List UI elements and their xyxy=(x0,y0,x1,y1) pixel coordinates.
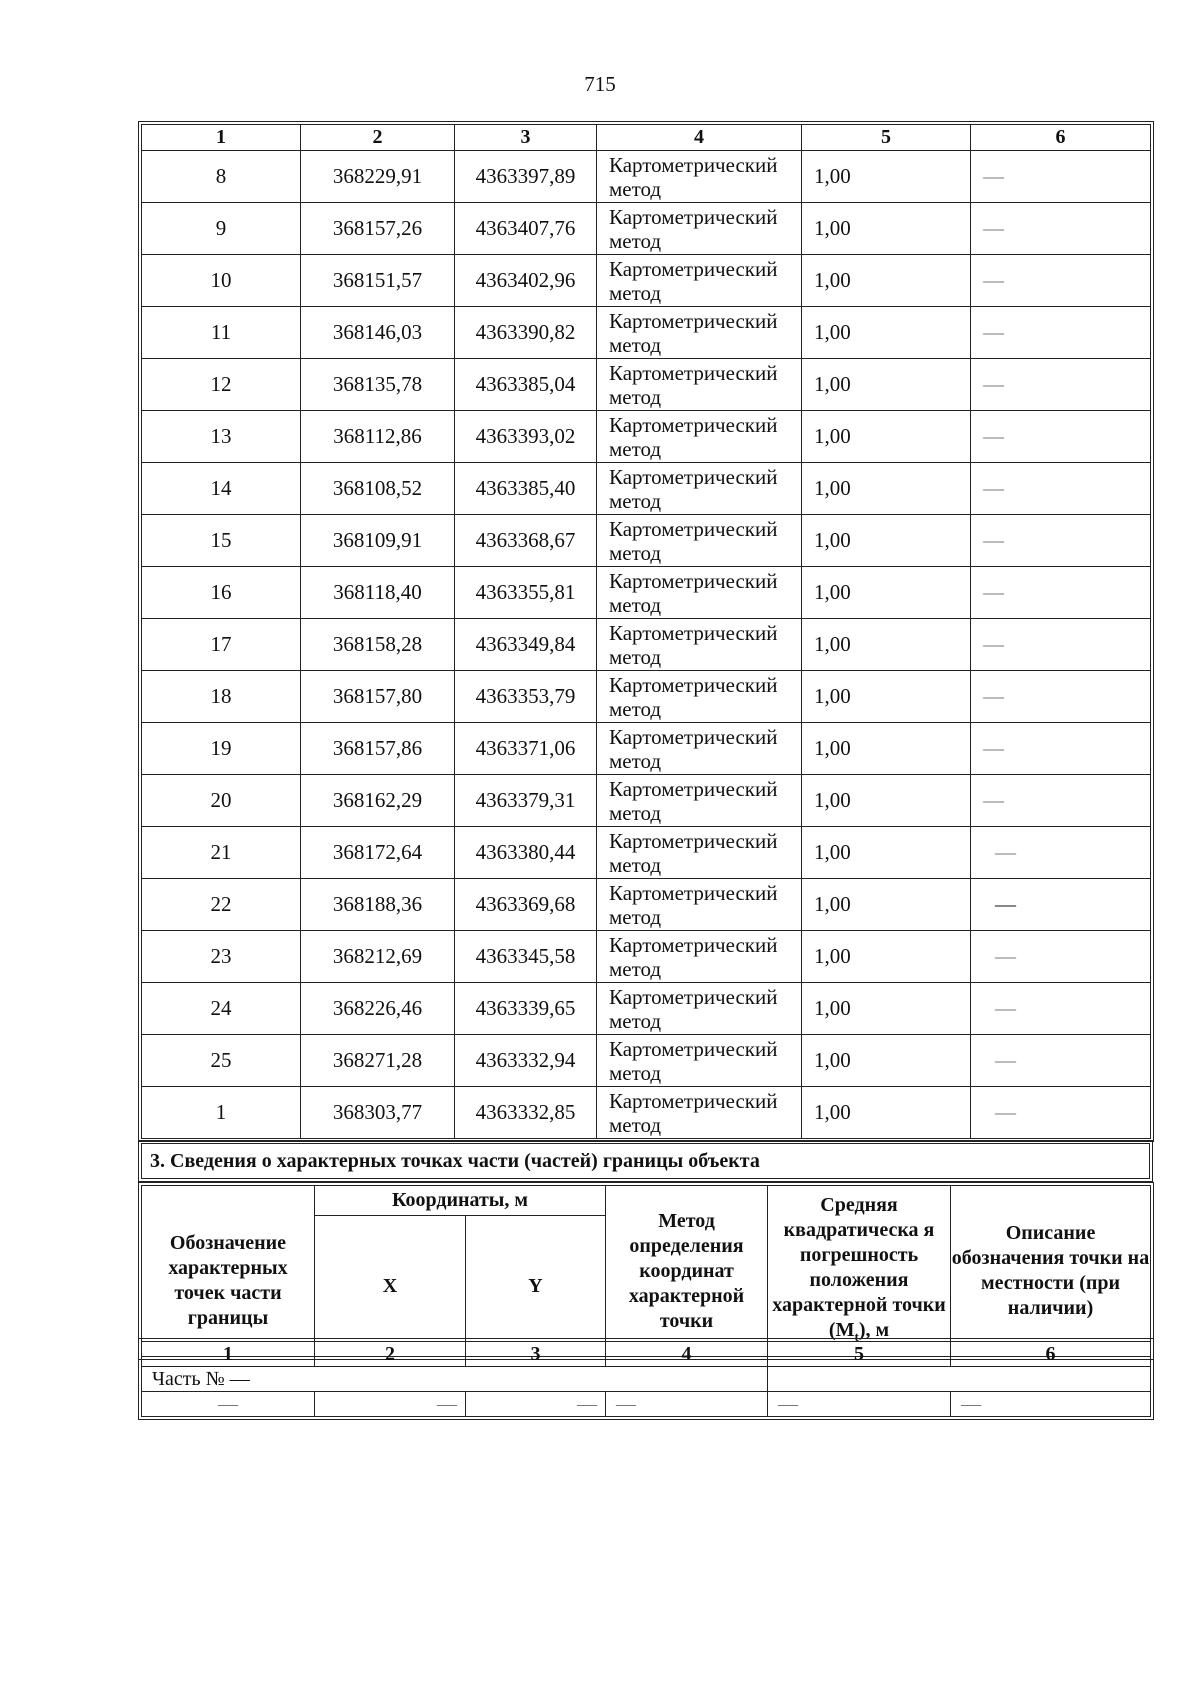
method-line2: метод xyxy=(609,801,662,825)
method-line1: Картометрический xyxy=(609,257,778,281)
page-number: 715 xyxy=(584,72,616,96)
empty-cell: — xyxy=(315,1392,466,1417)
col-designation: Обозначение характерных точек части границы xyxy=(142,1186,315,1357)
coord-y: 4363385,40 xyxy=(455,463,597,515)
coord-y: 4363397,89 xyxy=(455,151,597,203)
table-row xyxy=(142,931,1151,983)
dash-mark: — xyxy=(983,788,1004,812)
method xyxy=(597,775,802,827)
coord-y: 4363339,65 xyxy=(455,983,597,1035)
part-row xyxy=(142,1367,1151,1392)
col-y: Y xyxy=(466,1216,606,1357)
coord-x: 368135,78 xyxy=(301,359,455,411)
col-coordinates: Координаты, м xyxy=(315,1186,606,1216)
point-number: 11 xyxy=(142,307,301,359)
coord-y: 4363345,58 xyxy=(455,931,597,983)
accuracy: 1,00 xyxy=(802,567,971,619)
method-line1: Картометрический xyxy=(609,361,778,385)
section3-header-row xyxy=(142,1342,1151,1367)
method-line2: метод xyxy=(609,229,662,253)
method-line1: Картометрический xyxy=(609,517,778,541)
description xyxy=(971,827,1151,879)
coord-y: 4363332,85 xyxy=(455,1087,597,1139)
section3-title: 3. Сведения о характерных точках части (частей) границы объекта xyxy=(142,1144,1150,1179)
point-number: 16 xyxy=(142,567,301,619)
accuracy: 1,00 xyxy=(802,827,971,879)
table-row xyxy=(142,983,1151,1035)
method xyxy=(597,1035,802,1087)
col-accuracy-end: ), м xyxy=(858,1319,890,1341)
accuracy: 1,00 xyxy=(802,1035,971,1087)
point-number: 15 xyxy=(142,515,301,567)
method-line2: метод xyxy=(609,1113,662,1137)
coord-y: 4363407,76 xyxy=(455,203,597,255)
point-number: 10 xyxy=(142,255,301,307)
coord-y: 4363379,31 xyxy=(455,775,597,827)
accuracy: 1,00 xyxy=(802,879,971,931)
method xyxy=(597,931,802,983)
col-accuracy xyxy=(768,1186,951,1357)
table-header-row xyxy=(142,125,1151,151)
coord-x: 368172,64 xyxy=(301,827,455,879)
coord-y: 4363371,06 xyxy=(455,723,597,775)
dash-mark: — xyxy=(995,1048,1016,1072)
method xyxy=(597,879,802,931)
accuracy: 1,00 xyxy=(802,931,971,983)
table-row xyxy=(142,203,1151,255)
coord-x: 368157,26 xyxy=(301,203,455,255)
coord-y: 4363349,84 xyxy=(455,619,597,671)
point-number: 12 xyxy=(142,359,301,411)
accuracy: 1,00 xyxy=(802,151,971,203)
coord-x: 368229,91 xyxy=(301,151,455,203)
dash-mark: — xyxy=(983,372,1004,396)
method-line2: метод xyxy=(609,333,662,357)
accuracy: 1,00 xyxy=(802,1087,971,1139)
method-line1: Картометрический xyxy=(609,621,778,645)
coord-y: 4363390,82 xyxy=(455,307,597,359)
method-line1: Картометрический xyxy=(609,725,778,749)
dash-mark: — xyxy=(983,528,1004,552)
coord-y: 4363402,96 xyxy=(455,255,597,307)
method-line1: Картометрический xyxy=(609,881,778,905)
method-line2: метод xyxy=(609,281,662,305)
coord-x: 368158,28 xyxy=(301,619,455,671)
dash-mark: — xyxy=(983,268,1004,292)
coord-x: 368162,29 xyxy=(301,775,455,827)
empty-cell: — xyxy=(951,1392,1151,1417)
method xyxy=(597,307,802,359)
table-row xyxy=(142,567,1151,619)
point-number: 14 xyxy=(142,463,301,515)
description xyxy=(971,671,1151,723)
dash-mark: — xyxy=(983,424,1004,448)
empty-cell: — xyxy=(606,1392,768,1417)
table-row xyxy=(142,723,1151,775)
point-number: 1 xyxy=(142,1087,301,1139)
method-line2: метод xyxy=(609,957,662,981)
method-line2: метод xyxy=(609,541,662,565)
description xyxy=(971,1035,1151,1087)
header-cell: 1 xyxy=(142,1342,315,1367)
dash-mark: — xyxy=(983,684,1004,708)
method-line2: метод xyxy=(609,437,662,461)
method-line2: метод xyxy=(609,749,662,773)
coord-x: 368271,28 xyxy=(301,1035,455,1087)
col-method: Метод определения координат характерной точки xyxy=(606,1186,768,1357)
coord-x: 368157,80 xyxy=(301,671,455,723)
method xyxy=(597,255,802,307)
table-row xyxy=(142,411,1151,463)
part-empty xyxy=(768,1367,1151,1392)
table-row xyxy=(142,255,1151,307)
dash-mark: — xyxy=(983,216,1004,240)
empty-cell: — xyxy=(142,1392,315,1417)
point-number: 25 xyxy=(142,1035,301,1087)
method xyxy=(597,463,802,515)
coord-y: 4363393,02 xyxy=(455,411,597,463)
header-cell: 1 xyxy=(142,125,301,151)
accuracy: 1,00 xyxy=(802,619,971,671)
method-line1: Картометрический xyxy=(609,777,778,801)
method xyxy=(597,983,802,1035)
dash-mark: — xyxy=(995,840,1016,864)
accuracy: 1,00 xyxy=(802,307,971,359)
method-line2: метод xyxy=(609,177,662,201)
accuracy: 1,00 xyxy=(802,775,971,827)
description xyxy=(971,775,1151,827)
point-number: 17 xyxy=(142,619,301,671)
dash-mark: — xyxy=(983,736,1004,760)
header-cell: 5 xyxy=(802,125,971,151)
dash-mark: — xyxy=(995,944,1016,968)
description xyxy=(971,151,1151,203)
coordinates-table xyxy=(141,124,1151,1139)
method-line1: Картометрический xyxy=(609,1089,778,1113)
header-cell: 2 xyxy=(301,125,455,151)
description xyxy=(971,307,1151,359)
method xyxy=(597,203,802,255)
accuracy: 1,00 xyxy=(802,359,971,411)
description xyxy=(971,203,1151,255)
method-line2: метод xyxy=(609,489,662,513)
table-row xyxy=(142,359,1151,411)
method xyxy=(597,723,802,775)
table-row xyxy=(142,463,1151,515)
method-line2: метод xyxy=(609,905,662,929)
point-number: 9 xyxy=(142,203,301,255)
point-number: 21 xyxy=(142,827,301,879)
method-line1: Картометрический xyxy=(609,153,778,177)
description xyxy=(971,879,1151,931)
dash-mark: — xyxy=(983,320,1004,344)
accuracy: 1,00 xyxy=(802,983,971,1035)
coord-y: 4363368,67 xyxy=(455,515,597,567)
method xyxy=(597,827,802,879)
coord-x: 368151,57 xyxy=(301,255,455,307)
method xyxy=(597,359,802,411)
coord-x: 368118,40 xyxy=(301,567,455,619)
description xyxy=(971,463,1151,515)
section3-body-table xyxy=(141,1341,1151,1417)
method-line1: Картометрический xyxy=(609,985,778,1009)
method-line2: метод xyxy=(609,853,662,877)
method-line1: Картометрический xyxy=(609,569,778,593)
coord-x: 368108,52 xyxy=(301,463,455,515)
description xyxy=(971,1087,1151,1139)
header-cell: 2 xyxy=(315,1342,466,1367)
accuracy: 1,00 xyxy=(802,203,971,255)
coord-x: 368188,36 xyxy=(301,879,455,931)
coord-x: 368157,86 xyxy=(301,723,455,775)
section3-header-table xyxy=(141,1185,1151,1357)
point-number: 18 xyxy=(142,671,301,723)
table-row xyxy=(142,515,1151,567)
coord-x: 368303,77 xyxy=(301,1087,455,1139)
table-row xyxy=(142,775,1151,827)
coord-x: 368112,86 xyxy=(301,411,455,463)
table-row xyxy=(142,619,1151,671)
method-line1: Картометрический xyxy=(609,673,778,697)
method-line2: метод xyxy=(609,697,662,721)
accuracy: 1,00 xyxy=(802,671,971,723)
method-line1: Картометрический xyxy=(609,413,778,437)
header-cell: 6 xyxy=(971,125,1151,151)
dash-mark: — xyxy=(983,580,1004,604)
col-description: Описание обозначения точки на местности (при наличии) xyxy=(951,1186,1151,1357)
table-row xyxy=(142,879,1151,931)
description xyxy=(971,619,1151,671)
accuracy: 1,00 xyxy=(802,515,971,567)
dash-mark: — xyxy=(983,632,1004,656)
dash-mark: — xyxy=(995,996,1016,1020)
header-cell: 4 xyxy=(597,125,802,151)
table-row xyxy=(142,671,1151,723)
method-line2: метод xyxy=(609,645,662,669)
part-label: Часть № — xyxy=(142,1367,768,1392)
section3-title-table xyxy=(141,1143,1150,1179)
point-number: 24 xyxy=(142,983,301,1035)
coord-x: 368226,46 xyxy=(301,983,455,1035)
coord-y: 4363369,68 xyxy=(455,879,597,931)
header-cell: 4 xyxy=(606,1342,768,1367)
table-row xyxy=(142,151,1151,203)
method xyxy=(597,515,802,567)
coord-y: 4363380,44 xyxy=(455,827,597,879)
description xyxy=(971,723,1151,775)
empty-cell: — xyxy=(768,1392,951,1417)
accuracy: 1,00 xyxy=(802,723,971,775)
method-line1: Картометрический xyxy=(609,465,778,489)
method-line2: метод xyxy=(609,1009,662,1033)
point-number: 22 xyxy=(142,879,301,931)
header-cell: 5 xyxy=(768,1342,951,1367)
method xyxy=(597,1087,802,1139)
accuracy: 1,00 xyxy=(802,255,971,307)
col-accuracy-sub: t xyxy=(854,1329,859,1344)
coord-y: 4363332,94 xyxy=(455,1035,597,1087)
coord-y: 4363355,81 xyxy=(455,567,597,619)
table-row xyxy=(142,1035,1151,1087)
method-line1: Картометрический xyxy=(609,933,778,957)
method-line2: метод xyxy=(609,593,662,617)
coord-x: 368146,03 xyxy=(301,307,455,359)
point-number: 20 xyxy=(142,775,301,827)
description xyxy=(971,359,1151,411)
method-line1: Картометрический xyxy=(609,205,778,229)
empty-row xyxy=(142,1392,1151,1417)
accuracy: 1,00 xyxy=(802,411,971,463)
coord-y: 4363385,04 xyxy=(455,359,597,411)
point-number: 8 xyxy=(142,151,301,203)
method xyxy=(597,151,802,203)
method xyxy=(597,567,802,619)
header-cell: 3 xyxy=(466,1342,606,1367)
dash-mark: — xyxy=(995,1100,1016,1124)
method-line1: Картометрический xyxy=(609,829,778,853)
table-row xyxy=(142,1087,1151,1139)
dash-mark: — xyxy=(995,892,1016,916)
point-number: 23 xyxy=(142,931,301,983)
description xyxy=(971,567,1151,619)
coord-x: 368212,69 xyxy=(301,931,455,983)
accuracy: 1,00 xyxy=(802,463,971,515)
point-number: 13 xyxy=(142,411,301,463)
coord-x: 368109,91 xyxy=(301,515,455,567)
method-line1: Картометрический xyxy=(609,1037,778,1061)
method-line1: Картометрический xyxy=(609,309,778,333)
description xyxy=(971,931,1151,983)
point-number: 19 xyxy=(142,723,301,775)
table-row xyxy=(142,307,1151,359)
dash-mark: — xyxy=(983,164,1004,188)
description xyxy=(971,515,1151,567)
empty-cell: — xyxy=(466,1392,606,1417)
method-line2: метод xyxy=(609,1061,662,1085)
method xyxy=(597,411,802,463)
col-x: X xyxy=(315,1216,466,1357)
description xyxy=(971,983,1151,1035)
col-accuracy-main: Средняя квадратическа я погрешность положения характерной точки (M xyxy=(772,1194,946,1341)
description xyxy=(971,255,1151,307)
header-cell: 3 xyxy=(455,125,597,151)
method-line2: метод xyxy=(609,385,662,409)
description xyxy=(971,411,1151,463)
dash-mark: — xyxy=(983,476,1004,500)
method xyxy=(597,619,802,671)
table-row xyxy=(142,827,1151,879)
coord-y: 4363353,79 xyxy=(455,671,597,723)
header-cell: 6 xyxy=(951,1342,1151,1367)
method xyxy=(597,671,802,723)
